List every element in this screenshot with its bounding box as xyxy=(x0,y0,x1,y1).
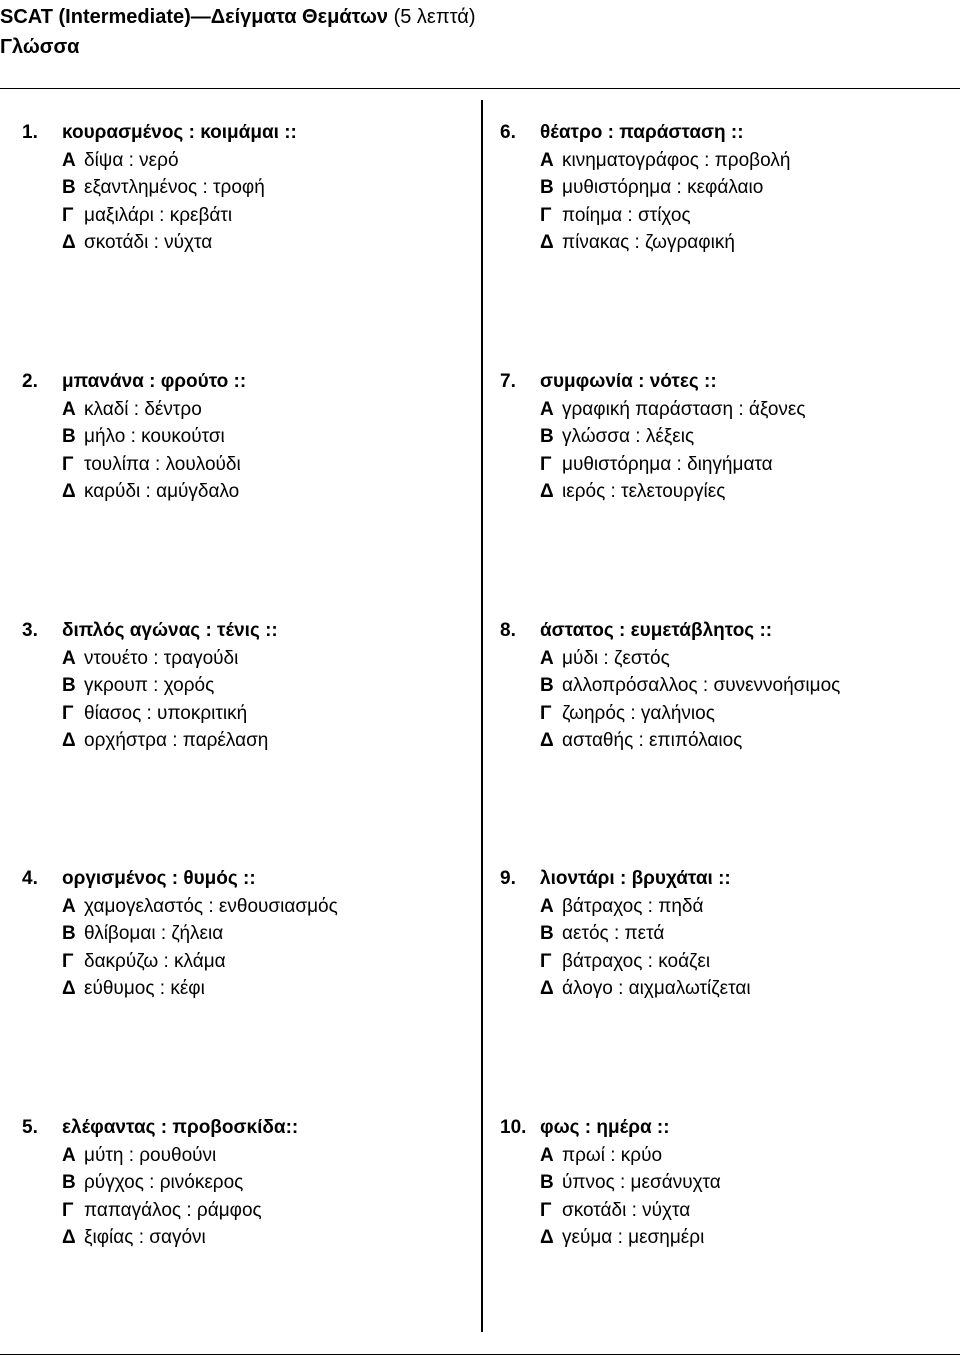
option-text: βάτραχος : πηδά xyxy=(562,895,704,917)
question-stem: κουρασμένος : κοιμάμαι :: xyxy=(62,122,297,143)
option-text: βάτραχος : κοάζει xyxy=(562,950,711,972)
option-letter: Γ xyxy=(540,204,552,226)
question-number: 3. xyxy=(22,620,38,641)
option-letter: Α xyxy=(62,1144,76,1166)
answer-option xyxy=(540,1224,704,1252)
answer-option xyxy=(62,672,214,700)
option-text: ασταθής : επιπόλαιος xyxy=(562,730,743,752)
option-text: κλαδί : δέντρο xyxy=(84,398,202,420)
answer-option xyxy=(62,478,239,506)
option-letter: Α xyxy=(540,647,554,669)
question-stem: ελέφαντας : προβοσκίδα:: xyxy=(62,1117,299,1138)
option-text: μυθιστόρημα : κεφάλαιο xyxy=(562,177,764,199)
answer-option xyxy=(540,174,763,202)
option-letter: Α xyxy=(62,149,76,171)
option-text: πρωί : κρύο xyxy=(562,1144,663,1166)
option-letter: Δ xyxy=(540,232,554,254)
question-number: 2. xyxy=(22,371,38,392)
answer-option xyxy=(62,645,238,673)
option-text: μύτη : ρουθούνι xyxy=(84,1144,217,1166)
answer-option xyxy=(62,423,225,451)
option-text: μήλο : κουκούτσι xyxy=(84,426,225,448)
option-text: μυθιστόρημα : διηγήματα xyxy=(562,453,773,475)
question-stem: μπανάνα : φρούτο :: xyxy=(62,371,247,392)
answer-option xyxy=(540,672,840,700)
option-letter: Δ xyxy=(62,1227,76,1249)
option-text: σκοτάδι : νύχτα xyxy=(84,232,213,254)
option-text: θίασος : υποκριτική xyxy=(84,702,248,724)
answer-option xyxy=(540,1169,721,1197)
question-stem: φως : ημέρα :: xyxy=(540,1117,670,1138)
answer-option xyxy=(540,229,735,257)
option-text: ρύγχος : ρινόκερος xyxy=(84,1172,244,1194)
answer-option xyxy=(540,727,742,755)
answer-option xyxy=(540,396,806,424)
option-letter: Δ xyxy=(540,730,554,752)
option-text: ξιφίας : σαγόνι xyxy=(84,1227,206,1249)
option-letter: Γ xyxy=(540,453,552,475)
option-letter: Β xyxy=(62,923,76,945)
option-text: εύθυμος : κέφι xyxy=(84,978,205,1000)
answer-option xyxy=(540,948,710,976)
option-text: εξαντλημένος : τροφή xyxy=(84,177,265,199)
subject-heading: Γλώσσα xyxy=(0,36,80,58)
answer-option xyxy=(540,202,691,230)
option-letter: Α xyxy=(540,895,554,917)
answer-option xyxy=(540,700,715,728)
option-text: γεύμα : μεσημέρι xyxy=(562,1227,705,1249)
option-text: χαμογελαστός : ενθουσιασμός xyxy=(84,895,338,917)
top-divider xyxy=(0,88,960,89)
option-letter: Γ xyxy=(540,1199,552,1221)
option-text: σκοτάδι : νύχτα xyxy=(562,1199,691,1221)
option-text: αλλοπρόσαλλος : συνεννοήσιμος xyxy=(562,675,841,697)
option-letter: Γ xyxy=(540,702,552,724)
answer-option xyxy=(62,147,179,175)
page-title xyxy=(0,2,475,32)
option-letter: Β xyxy=(62,1172,76,1194)
question-number: 10. xyxy=(500,1117,527,1138)
option-letter: Β xyxy=(540,1172,554,1194)
question-number: 4. xyxy=(22,868,38,889)
question-number: 5. xyxy=(22,1117,38,1138)
option-letter: Γ xyxy=(540,950,552,972)
option-text: θλίβομαι : ζήλεια xyxy=(84,923,224,945)
option-text: αετός : πετά xyxy=(562,923,665,945)
option-letter: Β xyxy=(540,923,554,945)
bottom-divider xyxy=(0,1354,960,1355)
answer-option xyxy=(62,1169,243,1197)
option-text: γλώσσα : λέξεις xyxy=(562,426,695,448)
option-letter: Β xyxy=(62,675,76,697)
question-stem: συμφωνία : νότες :: xyxy=(540,371,717,392)
question-stem: διπλός αγώνας : τένις :: xyxy=(62,620,278,641)
option-letter: Γ xyxy=(62,1199,74,1221)
question-number: 7. xyxy=(500,371,516,392)
option-text: τουλίπα : λουλούδι xyxy=(84,453,241,475)
option-letter: Β xyxy=(540,177,554,199)
option-letter: Γ xyxy=(62,950,74,972)
answer-option xyxy=(540,893,703,921)
option-letter: Α xyxy=(62,398,76,420)
answer-option xyxy=(62,727,268,755)
option-text: ορχήστρα : παρέλαση xyxy=(84,730,269,752)
option-letter: Δ xyxy=(540,481,554,503)
answer-option xyxy=(540,478,725,506)
question-number: 8. xyxy=(500,620,516,641)
answer-option xyxy=(62,202,232,230)
answer-option xyxy=(540,1197,690,1225)
option-text: ντουέτο : τραγούδι xyxy=(84,647,239,669)
question-stem: άστατος : ευμετάβλητος :: xyxy=(540,620,773,641)
option-text: άλογο : αιχμαλωτίζεται xyxy=(562,978,751,1000)
answer-option xyxy=(540,645,670,673)
answer-option xyxy=(62,975,205,1003)
option-letter: Α xyxy=(62,895,76,917)
option-text: γραφική παράσταση : άξονες xyxy=(562,398,806,420)
option-letter: Δ xyxy=(62,232,76,254)
option-text: ύπνος : μεσάνυχτα xyxy=(562,1172,721,1194)
title-duration: (5 λεπτά) xyxy=(388,6,476,28)
option-text: δίψα : νερό xyxy=(84,149,179,171)
option-letter: Α xyxy=(540,398,554,420)
answer-option xyxy=(62,1142,216,1170)
option-letter: Β xyxy=(62,426,76,448)
option-letter: Α xyxy=(62,647,76,669)
question-stem: λιοντάρι : βρυχάται :: xyxy=(540,868,731,889)
column-divider xyxy=(481,100,483,1332)
question-stem: οργισμένος : θυμός :: xyxy=(62,868,256,889)
answer-option xyxy=(540,423,694,451)
option-text: ιερός : τελετουργίες xyxy=(562,481,726,503)
page-header xyxy=(0,2,475,62)
option-letter: Γ xyxy=(62,204,74,226)
option-text: κινηματογράφος : προβολή xyxy=(562,149,791,171)
option-letter: Δ xyxy=(540,1227,554,1249)
option-text: γκρουπ : χορός xyxy=(84,675,215,697)
question-number: 1. xyxy=(22,122,38,143)
answer-option xyxy=(62,396,202,424)
option-letter: Γ xyxy=(62,702,74,724)
question-number: 9. xyxy=(500,868,516,889)
title-main: SCAT (Intermediate)—Δείγματα Θεμάτων xyxy=(0,6,389,28)
answer-option xyxy=(540,920,664,948)
option-letter: Δ xyxy=(540,978,554,1000)
answer-option xyxy=(540,975,751,1003)
option-letter: Δ xyxy=(62,730,76,752)
option-text: καρύδι : αμύγδαλο xyxy=(84,481,240,503)
option-letter: Δ xyxy=(62,978,76,1000)
option-text: μύδι : ζεστός xyxy=(562,647,670,669)
answer-option xyxy=(62,920,223,948)
option-letter: Γ xyxy=(62,453,74,475)
option-text: πίνακας : ζωγραφική xyxy=(562,232,735,254)
question-number: 6. xyxy=(500,122,516,143)
option-letter: Β xyxy=(540,675,554,697)
option-text: δακρύζω : κλάμα xyxy=(84,950,226,972)
option-text: μαξιλάρι : κρεβάτι xyxy=(84,204,233,226)
answer-option xyxy=(62,229,212,257)
option-text: ζωηρός : γαλήνιος xyxy=(562,702,715,724)
answer-option xyxy=(62,1224,206,1252)
option-letter: Β xyxy=(62,177,76,199)
answer-option xyxy=(62,1197,262,1225)
option-text: ποίημα : στίχος xyxy=(562,204,691,226)
answer-option xyxy=(62,948,226,976)
option-text: παπαγάλος : ράμφος xyxy=(84,1199,262,1221)
question-stem: θέατρο : παράσταση :: xyxy=(540,122,744,143)
option-letter: Α xyxy=(540,149,554,171)
answer-option xyxy=(62,700,247,728)
answer-option xyxy=(540,1142,662,1170)
answer-option xyxy=(540,451,773,479)
answer-option xyxy=(62,451,241,479)
option-letter: Β xyxy=(540,426,554,448)
option-letter: Α xyxy=(540,1144,554,1166)
answer-option xyxy=(540,147,790,175)
option-letter: Δ xyxy=(62,481,76,503)
answer-option xyxy=(62,174,265,202)
answer-option xyxy=(62,893,338,921)
